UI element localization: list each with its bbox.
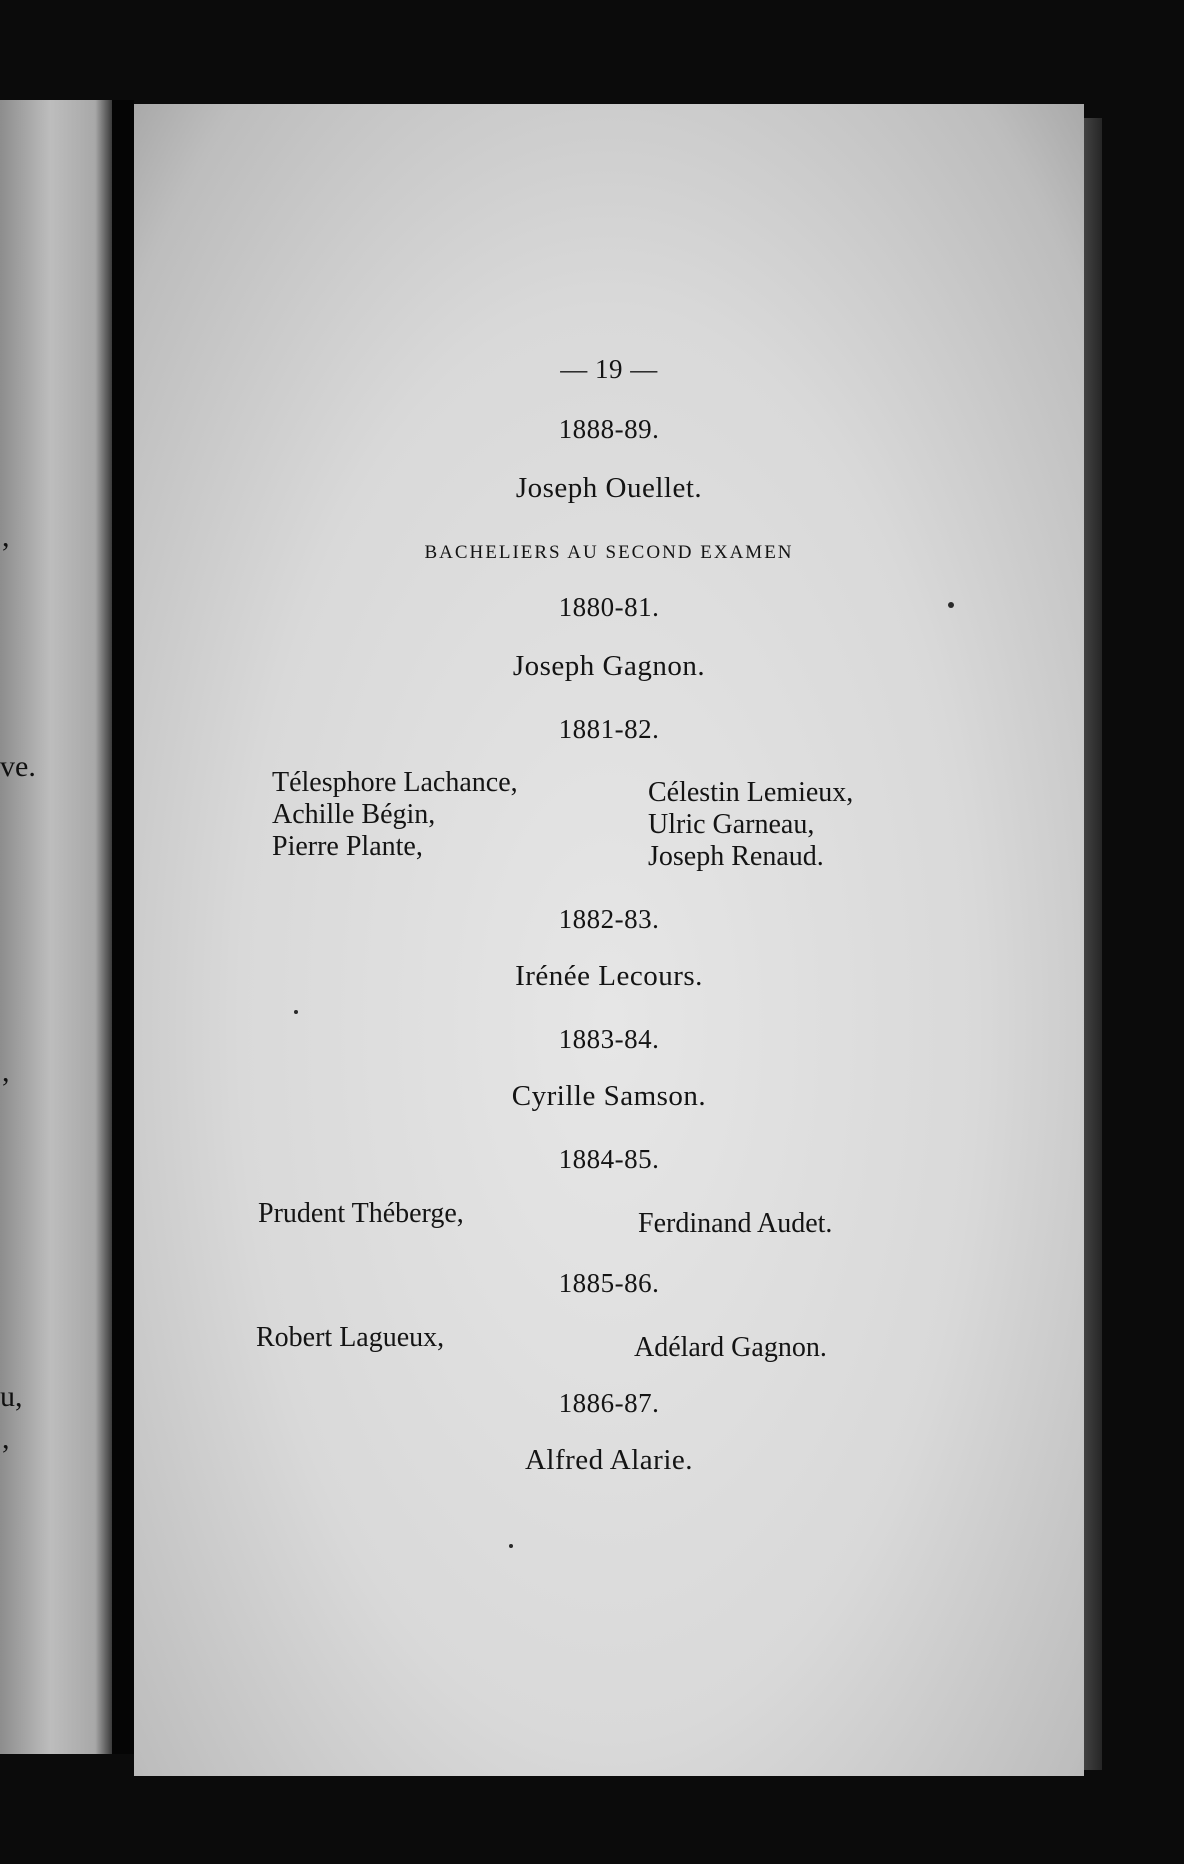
graduate-name: Irénée Lecours. bbox=[515, 960, 703, 992]
year-heading: 1880-81. bbox=[558, 592, 660, 622]
graduate-name: Joseph Ouellet. bbox=[515, 472, 703, 504]
book-page bbox=[134, 104, 1084, 1776]
graduate-name: Ferdinand Audet. bbox=[638, 1208, 833, 1239]
book-gutter bbox=[112, 100, 134, 1754]
graduate-name: Pierre Plante, bbox=[272, 831, 423, 862]
print-speck bbox=[294, 1010, 298, 1014]
year-heading: 1883-84. bbox=[558, 1024, 660, 1054]
graduate-name: Prudent Théberge, bbox=[258, 1198, 464, 1229]
graduate-name: Télesphore Lachance, bbox=[272, 767, 518, 798]
facing-page-fragment: , bbox=[2, 1055, 10, 1088]
year-heading: 1885-86. bbox=[558, 1268, 660, 1298]
year-heading: 1881-82. bbox=[558, 714, 660, 744]
names-left-column bbox=[256, 1322, 444, 1354]
facing-page-fragment: ve. bbox=[0, 750, 36, 783]
graduate-name: Ulric Garneau, bbox=[648, 809, 815, 840]
graduate-name: Cyrille Samson. bbox=[511, 1080, 707, 1112]
print-speck bbox=[948, 602, 954, 608]
year-heading: 1884-85. bbox=[558, 1144, 660, 1174]
graduate-name: Joseph Gagnon. bbox=[512, 650, 706, 682]
page-number: — 19 — bbox=[560, 354, 658, 384]
section-heading: BACHELIERS AU SECOND EXAMEN bbox=[424, 542, 794, 563]
year-heading: 1882-83. bbox=[558, 904, 660, 934]
names-right-column bbox=[638, 1208, 832, 1240]
graduate-name: Joseph Renaud. bbox=[648, 841, 824, 872]
graduate-name: Achille Bégin, bbox=[272, 799, 436, 830]
facing-page-fragment: , bbox=[2, 520, 10, 553]
facing-page-fragment: , bbox=[2, 1422, 10, 1455]
names-right-column bbox=[634, 1332, 827, 1364]
print-speck bbox=[509, 1544, 513, 1548]
year-heading: 1886-87. bbox=[558, 1388, 660, 1418]
year-heading: 1888-89. bbox=[558, 414, 660, 444]
names-right-column bbox=[648, 777, 853, 873]
names-left-column bbox=[258, 1198, 464, 1230]
graduate-name: Alfred Alarie. bbox=[524, 1444, 694, 1476]
graduate-name: Célestin Lemieux, bbox=[648, 777, 854, 808]
facing-page-fragment: u, bbox=[0, 1380, 23, 1413]
graduate-name: Robert Lagueux, bbox=[256, 1322, 445, 1353]
names-left-column bbox=[272, 767, 518, 863]
graduate-name: Adélard Gagnon. bbox=[634, 1332, 827, 1363]
facing-page-edge bbox=[0, 100, 112, 1754]
